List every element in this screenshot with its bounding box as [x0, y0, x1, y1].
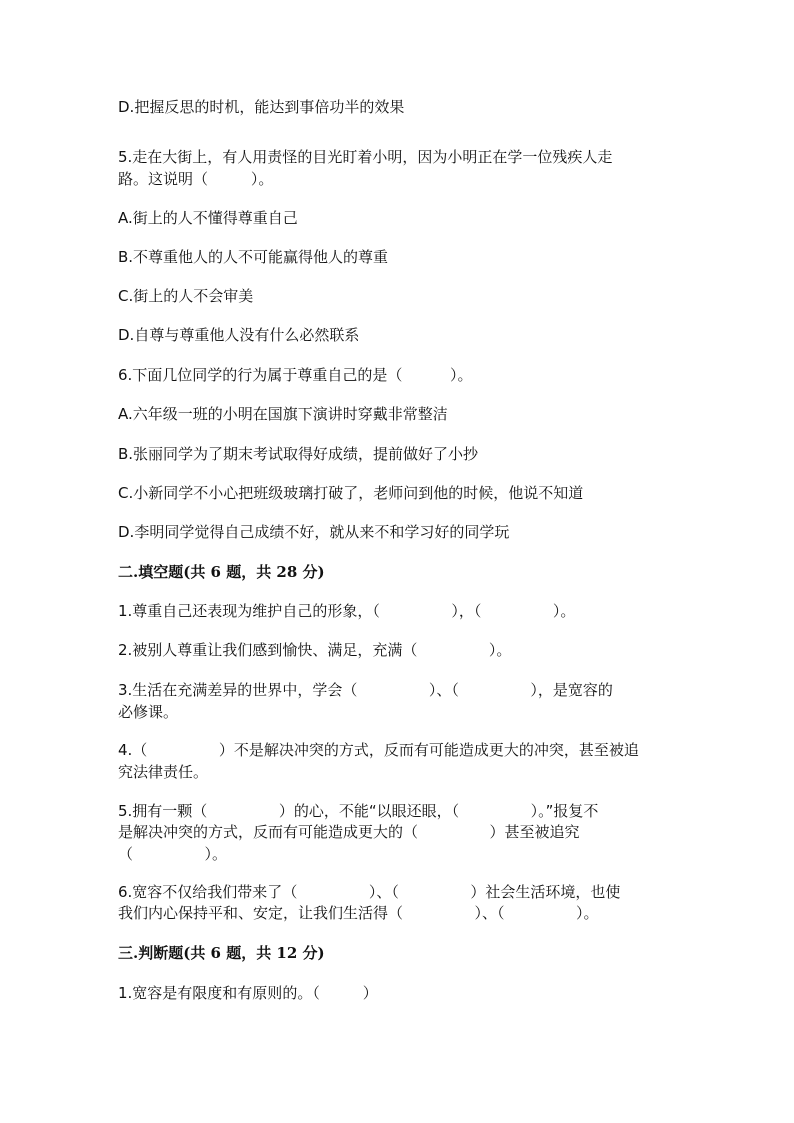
q4-option-d: D.把握反思的时机，能达到事倍功半的效果	[118, 98, 405, 116]
fill-item-4-line2: 究法律责任。	[118, 763, 209, 781]
fill-item-6-line2: 我们内心保持平和、安定，让我们生活得（ ）、（ ）。	[118, 904, 599, 922]
q6-option-c: C.小新同学不小心把班级玻璃打破了，老师问到他的时候，他说不知道	[118, 484, 584, 502]
q5-option-d: D.自尊与尊重他人没有什么必然联系	[118, 326, 360, 344]
fill-item-4-line1: 4.（ ）不是解决冲突的方式，反而有可能造成更大的冲突，甚至被追	[118, 741, 639, 759]
q6-option-d: D.李明同学觉得自己成绩不好，就从来不和学习好的同学玩	[118, 523, 510, 541]
q5-option-a: A.街上的人不懂得尊重自己	[118, 209, 298, 227]
judge-item-1: 1.宽容是有限度和有原则的。（ ）	[118, 984, 378, 1002]
fill-item-2: 2.被别人尊重让我们感到愉快、满足，充满（ ）。	[118, 641, 512, 659]
q6-option-a: A.六年级一班的小明在国旗下演讲时穿戴非常整洁	[118, 405, 448, 423]
q5-stem-line1: 5.走在大街上，有人用责怪的目光盯着小明，因为小明正在学一位残疾人走	[118, 148, 613, 166]
q5-stem-line2: 路。这说明（ ）。	[118, 170, 274, 188]
fill-item-5-line1: 5.拥有一颗（ ）的心，不能“以眼还眼，（ ）。”报复不	[118, 802, 599, 820]
fill-item-6-line1: 6.宽容不仅给我们带来了（ ）、（ ）社会生活环境，也使	[118, 883, 621, 901]
fill-item-3-line2: 必修课。	[118, 703, 179, 721]
fill-item-5-line3: （ ）。	[118, 845, 228, 863]
fill-item-1: 1.尊重自己还表现为维护自己的形象，（ ），（ ）。	[118, 602, 576, 620]
fill-item-3-line1: 3.生活在充满差异的世界中，学会（ ）、（ ），是宽容的	[118, 681, 613, 699]
q5-option-c: C.街上的人不会审美	[118, 287, 254, 305]
q6-option-b: B.张丽同学为了期末考试取得好成绩，提前做好了小抄	[118, 445, 479, 463]
q6-stem: 6.下面几位同学的行为属于尊重自己的是（ ）。	[118, 366, 473, 384]
section3-title: 三.判断题(共 6 题，共 12 分)	[118, 944, 325, 962]
fill-item-5-line2: 是解决冲突的方式，反而有可能造成更大的（ ）甚至被追究	[118, 823, 580, 841]
q5-option-b: B.不尊重他人的人不可能赢得他人的尊重	[118, 248, 389, 266]
section2-title: 二.填空题(共 6 题，共 28 分)	[118, 563, 325, 581]
